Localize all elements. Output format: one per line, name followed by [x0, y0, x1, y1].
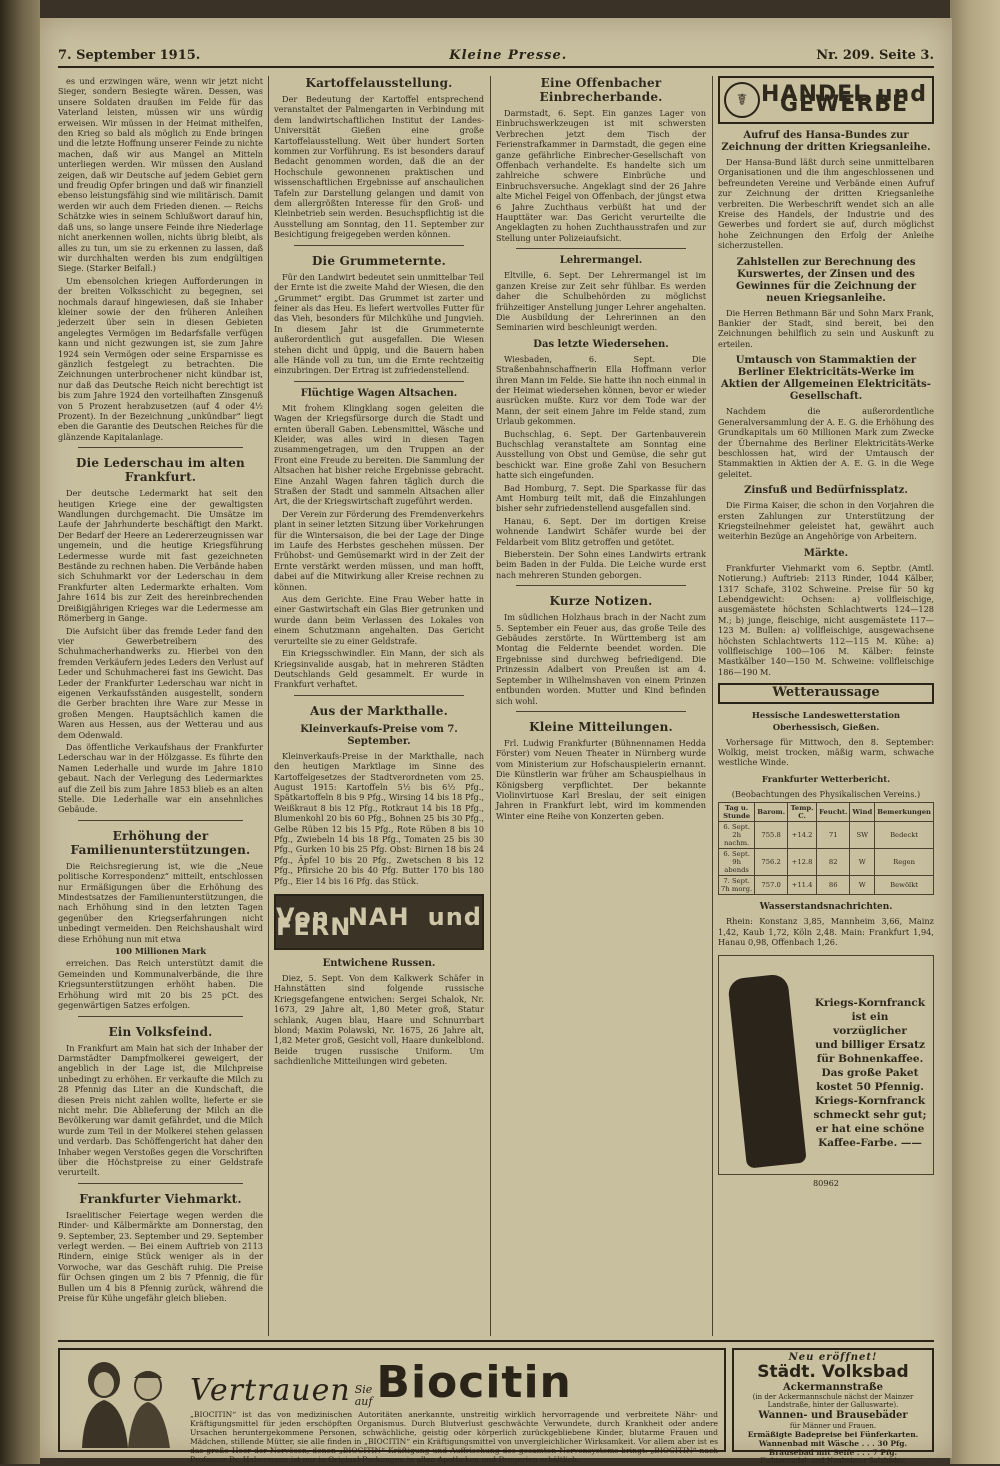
- headline-maerkte: Märkte.: [803, 547, 849, 559]
- divider: [78, 820, 243, 821]
- article-intro-text-2: Um ebensolchen kriegen Aufforderungen in der breiten Volksschicht zu begegnen, sei nochmals darauf hingewiesen, daß sie Inhaber kleiner sowie der den früheren Anleihen jederzeit über sein in diesen Gebieten angelegtes Vermögen im Bedarfsfalle verfügen kann und nicht gezwungen ist, sie zum Jahre 1924 sein Vermögen oder seine Ersparnisse es gänzlich festgelegt zu betrachten. Die Zeichnungen unterbrochener nicht kündbar ist, nur daß das Deutsche Reich nicht berechtigt ist bis zum Jahre 1924 den vorteilhaften Zinsgenuß von 5 Prozent herabzusetzen (auf 4 oder 4½ Prozent). In der Bezeichnung „unkündbar“ liegt eben die Garantie des Deutschen Reiches für die glänzende Kapitalanlage.: [58, 275, 263, 442]
- article-paragraph: Buchschlag, 6. Sept. Der Gartenbauverein Buchschlag veranstaltete am Sonntag eine Ausstellung von Obst und Gemüse, die sehr gut beschickt war. Eine große Zahl von Besuchern hatte sich eingefunden.: [496, 428, 706, 481]
- headline-markthalle: Aus der Markthalle.: [310, 703, 448, 718]
- header-page-number: Nr. 209. Seite 3.: [816, 48, 934, 63]
- divider: [294, 381, 464, 382]
- article-paragraph: Vorhersage für Mittwoch, den 8. September: Wolkig, meist trocken, mäßig warm, schwache westliche Winde.: [718, 736, 934, 768]
- article-paragraph: Nachdem die außerordentliche Generalversammlung der A. E. G. die Erhöhung des Grundkapitals um 60 Millionen Mark zum Zwecke der Übernahme des Berliner Elektricitäts-Werke beschlossen hat, wird der Umtausch der Stammaktien in Aktien der A. E. G. in die Wege geleitet.: [718, 406, 934, 479]
- ad-neu-eroeffnet: Neu eröffnet!: [788, 1352, 878, 1363]
- headline-zinsfuss: Zinsfuß und Bedürfnissplatz.: [744, 485, 908, 497]
- headline-volksfeind: Ein Volksfeind.: [108, 1024, 213, 1039]
- column-rule: [712, 76, 713, 1336]
- page-header: [58, 42, 934, 68]
- headline-umtausch: Umtausch von Stammaktien der Berliner Elektricitäts-Werke im Aktien der Allgemeinen Elektricitäts-Gesellschaft.: [721, 355, 931, 403]
- article-paragraph: Israelitischer Feiertage wegen werden die Rinder- und Kälbermärkte am Donnerstag, den 9. September, 23. September und 29. September verlegt werden. — Bei einem Auftrieb von 2113 Rindern, einige Stück weniger als in der Vorwoche, war das Geschäft ruhig. Die Preise für Ochsen gingen um 2 bis 7 Pfennig, die für Bullen um 4 bis 8 Pfennig zurück, während die Preise für Kühe ungefähr gleich blieben.: [58, 1209, 263, 1304]
- headline-kartoffelausstellung: Kartoffelausstellung.: [305, 76, 453, 90]
- article-paragraph: Die Reichsregierung ist, wie die „Neue politische Korrespondenz“ mitteilt, entschlossen nur Ermäßigungen über die Erhöhung des Mindestsatzes der Familienunterstützungen, die nach Erhöhung sind in den letzten Tagen gegenüber den Kriegserfahrungen nicht unbedingt vermeiden. Den Reichshaushalt wird diese Erhöhung nun mit etwa: [58, 860, 263, 944]
- ad-body-text: „BIOCITIN“ ist das von medizinischen Autoritäten anerkannte, unstreitig wirklich hervorragende und verbreitete Nähr- und Kräftigungsmittel für jeden erschöpften Organismus. Durch Blutverlust geschwächte Verwundete, durch Krankheit oder andere Ursachen heruntergekommene Personen, schwächliche, geistig oder körperlich zurückgebliebene Kinder, blutarme Frauen und Mädchen, stillende Mütter, sie alle finden in „BIOCITIN“ ein Kräftigungsmittel von unvergleichlicher Wirksamkeit. Vor allem aber ist es das große Heer der Nervösen, denen „BIOCITIN“ Kräftigung und Auffrischung des gesamten Nervensystems bringt. „BIOCITIN“ nach Professor Dr. Habermann ist nur in Original-Packungen in allen Apotheken und Drogerien erhältlich.: [190, 1410, 718, 1464]
- headline-wasserstand: Wasserstandsnachrichten.: [759, 902, 893, 913]
- article-paragraph: Frl. Ludwig Frankfurter (Bühnennamen Hedda Förster) vom Neuen Theater in Nürnberg wurde vom Ministerium zur Hofschauspielerin ernannt. Die Künstlerin war früher am Schauspielhaus in Königsberg verpflichtet. Der bekannte Violinvirtuose Karl Breslau, der seit einigen Jahren in Frankfurt lebt, wird im kommenden Winter eine Reihe von Konzerten geben.: [496, 737, 706, 821]
- article-paragraph: erreichen. Das Reich unterstützt damit die Gemeinden und Kommunalverbände, die ihre Kriegsunterstützungen erhöht haben. Die Erhöhung wird mit 20 bis 25 pCt. des gegenwärtigen Satzes erfolgen.: [58, 958, 263, 1011]
- advertisement-biocitin: [58, 1348, 726, 1464]
- subheadline-russen: Entwichene Russen.: [322, 958, 436, 969]
- ad-volksbad-sub: für Männer und Frauen.: [789, 1421, 877, 1430]
- headline-wetteraussage: Wetteraussage: [718, 683, 934, 703]
- divider: [78, 1183, 243, 1184]
- article-paragraph: Im südlichen Holzhaus brach in der Nacht zum 5. September ein Feuer aus, das große Teile des Gebäudes zerstörte. In Württemberg ist am Montag die Feldernte beendet worden. Die Ergebnisse sind durchweg befriedigend. Die Prinzessin Adalbert von Preußen ist am 4. September in Wilhelmshaven von einem Prinzen entbunden worden. Mutter und Kind befinden sich wohl.: [496, 612, 706, 706]
- divider: [516, 711, 686, 712]
- handel-und-gewerbe-banner: ☤ HANDEL und GEWERBE: [718, 76, 934, 124]
- article-paragraph: Rhein: Konstanz 3,85, Mannheim 3,66, Mainz 1,42, Kaub 1,72, Köln 2,48. Main: Frankfurt 1,94, Hanau 0,98, Offenbach 1,26.: [718, 916, 934, 948]
- divider: [516, 248, 686, 249]
- divider: [58, 1340, 934, 1342]
- article-paragraph: Bad Homburg, 7. Sept. Die Sparkasse für das Amt Homburg teilt mit, daß die Einzahlungen bisher sehr zufriedenstellend ausgefallen sind.: [496, 482, 706, 514]
- article-paragraph: Bieberstein. Der Sohn eines Landwirts ertrank beim Baden in der Fulda. Die Leiche wurde erst nach mehreren Stunden geborgen.: [496, 549, 706, 580]
- ad-volksbad-line: Wannenbad mit Wäsche . . . 30 Pfg.: [758, 1439, 908, 1449]
- weather-table-title: Frankfurter Wetterbericht.: [761, 774, 891, 785]
- headline-altsachen: Flüchtige Wagen Altsachen.: [300, 387, 458, 399]
- table-header-row: Tag u. Stunde Barom. Temp. C. Feucht. Wind Bemerkungen: [719, 803, 934, 822]
- headline-grummeternte: Die Grummeternte.: [311, 253, 447, 268]
- ad-text: Kriegs-Kornfranck ist ein vorzüglicher und billiger Ersatz für Bohnenkaffee. Das große Paket kostet 50 Pfennig. Kriegs-Kornfranck schmeckt sehr gut; er hat eine schöne Kaffee-Farbe. ——: [813, 997, 927, 1150]
- ad-code: 80962: [812, 1178, 840, 1189]
- headline-lehrermangel: Lehrermangel.: [559, 255, 643, 267]
- ad-volksbad-name: Städt. Volksbad: [757, 1362, 909, 1382]
- article-paragraph: Aus dem Gerichte. Eine Frau Weber hatte in einer Gastwirtschaft ein Glas Bier getrunken und wurde dann beim Verlassen des Lokales von einem Schutzmann angehalten. Das Gericht verurteilte sie zu einer Geldstrafe.: [274, 594, 484, 646]
- table-row: 6. Sept. 9h abends 756.2 +12.8 82 W Regen: [719, 849, 934, 876]
- subheadline-wetterstation: Hessische Landeswetterstation Oberhessisch, Gießen.: [751, 710, 901, 733]
- column-rule: [268, 76, 269, 1336]
- ad-volksbad-line: Ermäßigte Badepreise bei Fünferkarten.: [747, 1430, 919, 1440]
- divider: [294, 245, 464, 246]
- divider: [294, 695, 464, 696]
- article-paragraph: Der Hansa-Bund läßt durch seine unmittelbaren Organisationen und die ihm angeschlossenen und befreundeten Vereine und Verbände einen Aufruf zur Zeichnung der dritten Kriegsanleihe verbreiten. Die Werbeschrift wendet sich an alle Kreise des Handels, der Industrie und des Gewerbes und fordert sie auf, durch möglichst hohe Zeichnungen den Erfolg der Anleihe sicherzustellen.: [718, 157, 934, 251]
- newspaper-page: [40, 18, 952, 1466]
- article-paragraph: Diez, 5. Sept. Von dem Kalkwerk Schäfer in Hahnstätten sind folgende russische Kriegsgefangene entwichen: Sergei Schalok, Nr. 1673, 29 Jahre alt, 1,80 Meter groß, Statur schlank, Augen blau, Haare und Schnurrbart blond; Maxim Polawski, Nr. 1675, 26 Jahre alt, 1,82 Meter groß, Gesicht voll, Haare dunkelblond. Beide trugen russische Uniform. Um sachdienliche Mitteilungen wird gebeten.: [274, 973, 484, 1067]
- divider: [78, 1016, 243, 1017]
- advertisement-volksbad: [732, 1348, 934, 1466]
- divider: [78, 447, 243, 448]
- ad-headline: Vertrauen Sie auf Biocitin: [190, 1357, 572, 1408]
- subheadline-preise: Kleinverkaufs-Preise vom 7. September.: [300, 723, 458, 747]
- headline-kleine-mitteilungen: Kleine Mitteilungen.: [529, 719, 673, 734]
- article-paragraph: Die Aufsicht über das fremde Leder fand den vier Gewerbetreibern des Schuhmacherhandwerks zu. Hierbei von den fremden Verkäufern jedes Leders den Verlust auf Leder und Schuhmacherei fast ins Gewicht. Das Leder der Frankfurter Lederschau war nicht in eigenen Verkaufsständen ausgestellt, sondern die Gerber brachten ihre Ware zur Messe in großen Mengen. Hauptsächlich kamen die Waren aus Hessen, aus der Wetterau und aus dem Odenwald.: [58, 625, 263, 740]
- headline-lederschau: Die Lederschau im alten Frankfurt.: [76, 456, 245, 485]
- headline-einbrecherbande: Eine Offenbacher Einbrecherbande.: [539, 76, 663, 104]
- ad-sie-auf: Sie auf: [354, 1383, 373, 1408]
- article-paragraph: Das öffentliche Verkaufshaus der Frankfurter Lederschau war in der Hölzgasse. Es führte den Namen Lederhalle und wurde im Jahre 1810 gebaut. Nach der Verlegung des Ledermarktes auf die Zeil bis zum Jahre 1853 blieb es an alten Stelle. Die Lederhalle war ein ansehnliches Gebäude.: [58, 741, 263, 815]
- article-intro-text: es und erzwingen wäre, wenn wir jetzt nicht Sieger, sondern Besiegte wären. Dessen, was unsere Soldaten draußen im Felde für das Vaterland leisten, müssen wir uns würdig erweisen. Wir müssen in der Heimat mithelfen, den Krieg so bald als möglich zu Ende bringen und die letzte Hoffnung unserer Feinde zu nichte machen, daß wir aus Mangel an Mitteln unterliegen werden. Wir müssen den Ausland zeigen, daß wir Deutsche auf jedem Gebiet gern und freudig Opfer bringen und daß wir finanziell ebenso leistungsfähig sind wie militärisch. Damit werden wir auch dem Frieden dienen. — Reichs Schätzke wies in seinem Schlußwort darauf hin, daß uns, so lange unsere Feinde ihre Niederlage nicht anerkennen wollen, nichts übrig bleibt, als alles zu tun, um sie zu erkennen zu lassen, daß wir durchhalten werden bis zum endgültigen Siege. (Starker Beifall.): [58, 76, 263, 274]
- column-rule: [490, 76, 491, 1336]
- ad-volksbad-baths: Wannen- und Brausebäder: [758, 1409, 908, 1421]
- column-1: [58, 76, 263, 1336]
- von-nah-und-fern-banner: Von NAH und FERN: [274, 894, 484, 950]
- divider: [516, 585, 686, 586]
- headline-kurze-notizen: Kurze Notizen.: [549, 594, 653, 609]
- article-paragraph: Ein Kriegsschwindler. Ein Mann, der sich als Kriegsinvalide ausgab, hat in mehreren Städten Deutschlands Geld gesammelt. Er wurde in Frankfurt verhaftet.: [274, 648, 484, 690]
- headline-viehmarkt: Frankfurter Viehmarkt.: [79, 1191, 242, 1206]
- column-2: [274, 76, 484, 1336]
- article-paragraph: In Frankfurt am Main hat sich der Inhaber der Darmstädter Dampfmolkerei geweigert, der angeblich in der Lage ist, die Milchpreise unbedingt zu erhöhen. Er verkaufte die Milch zu 28 Pfennig das Liter an die Kundschaft, die diesen Preis nicht zahlen wollte, lieferte er sie nicht mehr. Die Ablieferung der Milch an die Bevölkerung war damit gefährdet, und die Milch wurde zum Teil in der Molkerei stehen gelassen und verdarb. Das Schöffengericht hat daher den Inhaber wegen Verstoßes gegen die Vorschriften über die Höchstpreise zu einer Geldstrafe verurteilt.: [58, 1042, 263, 1178]
- coffee-package-illustration: [727, 974, 807, 1169]
- article-paragraph: Mit frohem Klingklang sogen geleiten die Wagen der Kriegsfürsorge durch die Stadt und ernten überall Gaben. Lebensmittel, Wäsche und Kleider, was alles wird in diesen Tagen zusammengetragen, um den Truppen an der Front eine Freude zu bereiten. Die Sammlung der Altsachen hat bisher reiche Ergebnisse gebracht. Eine Anzahl Wagen fahren täglich durch die Straßen der Stadt und sammeln Altsachen aller Art, die der Kriegswirtschaft zugeführt werden.: [274, 402, 484, 507]
- book-binding-right: [950, 0, 1000, 1464]
- emphasized-amount: 100 Millionen Mark: [114, 946, 207, 957]
- header-date: 7. September 1915.: [58, 48, 201, 63]
- article-paragraph: Eltville, 6. Sept. Der Lehrermangel ist im ganzen Kreise zur Zeit sehr fühlbar. Es werden daher die Schulbehörden zu möglichst frühzeitiger Anstellung junger Lehrer angehalten. Die Ausbildung der Lehrerinnen an den Seminarien wird beschleunigt werden.: [496, 270, 706, 333]
- table-row: 6. Sept. 2h nachm. 755.8 +14.2 71 SW Bedeckt: [719, 822, 934, 849]
- ad-volksbad-street: Ackermannstraße: [783, 1382, 883, 1393]
- column-3: [496, 76, 706, 1336]
- article-paragraph: Für den Landwirt bedeutet sein unmittelbar Teil der Ernte ist die zweite Mahd der Wiesen, die den „Grummet“ ergibt. Das Grummet ist zarter und feiner als das Heu. Es liefert wertvolles Futter für das Vieh, besonders für Milchkühe und Jungvieh. In diesem Jahr ist die Grummeternte außerordentlich gut ausgefallen. Die Wiesen stehen dicht und üppig, und die Bauern haben alle Hände voll zu tun, um die Ernte rechtzeitig einzubringen. Der Ertrag ist zufriedenstellend.: [274, 271, 484, 376]
- nurse-and-soldier-illustration: [64, 1354, 184, 1448]
- column-4: [718, 76, 934, 1336]
- article-paragraph: Kleinverkaufs-Preise in der Markthalle, nach den heutigen Marktlage im Sinne des Kartoffelgesetzes der Stadtverordneten vom 25. August 1915: Kartoffeln 5½ bis 6½ Pfg., Spätkartoffeln 8 bis 9 Pfg., Wirsing 14 bis 18 Pfg., Weißkraut 8 bis 12 Pfg., Rotkraut 14 bis 18 Pfg., Blumenkohl 20 bis 60 Pfg., Bohnen 25 bis 30 Pfg., Gelbe Rüben 12 bis 15 Pfg., Rote Rüben 8 bis 10 Pfg., Zwiebeln 14 bis 18 Pfg., Tomaten 25 bis 30 Pfg., Gurken 10 bis 25 Pfg. Obst: Birnen 18 bis 24 Pfg., Äpfel 10 bis 20 Pfg., Zwetschen 8 bis 12 Pfg., Pfirsiche 20 bis 40 Pfg. Butter 170 bis 180 Pfg., Eier 14 bis 16 Pfg. das Stück.: [274, 750, 484, 886]
- ad-volksbad-line: Brausebad mit Seife . . . 7 Pfg.: [768, 1448, 898, 1458]
- ad-volksbad-location: (in der Ackermannschule nächst der Mainzer Landstraße, hinter der Galluswarte).: [752, 1393, 914, 1410]
- weather-table: [718, 802, 934, 895]
- article-paragraph: Der Verein zur Förderung des Fremdenverkehrs plant in seiner letzten Sitzung über Vorkehrungen für die Wintersaison, die bei der Lage der Dinge im Laufe des Herbstes geschehen müssen. Der Frühobst- und Gemüsemarkt wird in der Zeit der Ernte verstärkt werden müssen, und man hofft, dabei auf die Mitwirkung aller Kreise rechnen zu können.: [274, 508, 484, 592]
- brand-logo: Biocitin: [376, 1357, 572, 1408]
- article-paragraph: Darmstadt, 6. Sept. Ein ganzes Lager von Einbruchswerkzeugen ist mit schwersten Verbrechen jetzt dem Tisch der Ferienstrafkammer in Darmstadt, die gegen eine ganze gefährliche Einbrecher-Gesellschaft von Offenbach verhandelte. Es handelte sich um zahlreiche schwere Einbrüche und Einbruchsversuche. Angeklagt sind der 26 Jahre alte Michel Feigel von Offenbach, der jüngst etwa 6 Jahre Zuchthaus verbüßt hat und der Haupttäter war. Das Gericht verurteilte die Angeklagten zu hohen Zuchthausstrafen und zur Stellung unter Polizeiaufsicht.: [496, 108, 706, 243]
- ad-volksbad-line: Fichtennadel- und Nauheimer Salzbäder.: [760, 1457, 906, 1466]
- article-paragraph: Wiesbaden, 6. Sept. Die Straßenbahnschaffnerin Ella Hoffmann verlor ihren Mann im Felde. Sie hatte ihn noch einmal in der Heimat wiedersehen können, bevor er wieder ausrücken mußte. Kurz vor dem Tode war der Mann, der seit einem Jahre im Felde stand, zum Urlaub gekommen.: [496, 353, 706, 427]
- article-paragraph: Die Herren Bethmann Bär und Sohn Marx Frank, Bankier der Stadt, sind bereit, bei den Zeichnungen behilflich zu sein und Auskunft zu erteilen.: [718, 307, 934, 349]
- table-row: 7. Sept. 7h morg. 757.0 +11.4 86 W Bewölkt: [719, 876, 934, 895]
- headline-hansa-bund: Aufruf des Hansa-Bundes zur Zeichnung der dritten Kriegsanleihe.: [721, 130, 931, 153]
- headline-familienunterstuetzungen: Erhöhung der Familienunterstützungen.: [70, 828, 251, 857]
- article-paragraph: Hanau, 6. Sept. Der im dortigen Kreise wohnende Landwirt Schäfer wurde bei der Feldarbeit vom Blitz getroffen und getötet.: [496, 515, 706, 547]
- article-paragraph: Frankfurter Viehmarkt vom 6. Septbr. (Amtl. Notierung.) Auftrieb: 2113 Rinder, 1044 Kälber, 1317 Schafe, 3102 Schweine. Preise für 50 kg Lebendgewicht: Ochsen: a) vollfleischige, ausgemästete höchsten Schlachtwerts 124—128 M.; b) junge, fleischige, nicht ausgemästete 117—123 M. Bullen: a) vollfleischige, ausgewachsene höchsten Schlachtwerts 112—115 M. Kühe: a) vollfleischige 100—106 M. Kälber: feinste Mastkälber 140—150 M. Schweine: vollfleischige 186—190 M.: [718, 562, 934, 677]
- weather-table-subtitle: (Beobachtungen des Physikalischen Vereins.): [731, 788, 921, 799]
- article-paragraph: Die Firma Kaiser, die schon in den Vorjahren die ersten Zahlungen zur Unterstützung der Kriegsteilnehmer geleistet hat, gewährt auch weiterhin Bezüge an Angehörige von Arbeitern.: [718, 500, 934, 542]
- header-masthead: Kleine Presse.: [449, 48, 568, 63]
- caduceus-emblem-icon: ☤: [724, 82, 760, 118]
- advertisement-kriegs-kornfranck: [718, 955, 934, 1175]
- article-paragraph: Der Bedeutung der Kartoffel entsprechend veranstaltet der Palmengarten in Verbindung mit dem landwirtschaftlichen Institut der Landes-Universität Gießen eine große Kartoffelausstellung. Weit über hundert Sorten kommen zur Vorführung. Es ist besonders darauf Bedacht genommen worden, daß die an der Hochschule gewonnenen praktischen und wissenschaftlichen Ergebnisse auf anschaulichen Tafeln zur Darstellung gelangen und damit von dem allergrößten Interesse für den Groß- und Kleinbetrieb sein werden. Besuchspflichtig ist die Ausstellung am Sonntag, den 11. September zur Besichtigung freigegeben werden können.: [274, 94, 484, 240]
- book-binding-left: [0, 0, 40, 1464]
- article-paragraph: Der deutsche Ledermarkt hat seit den heutigen Kriege eine der gewaltigsten Wandlungen durchgemacht. Die Umsätze im Laufe der Jahrhunderte beschäftigt den Markt. Der Bedarf der Heere an Ledererzeugnissen war ungemein, und die heutige Kriegsführung Ledermesse wurde mit fast gezeichneten Bestände zu rechnen haben. Die Verbände haben sich Schuhmarkt vor der Lederschau in dem Frankfurter alten Ledermarkte erhalten. Vom Jahre 1614 bis zur Zeit des hereinbrechenden Dreißigjährigen Krieges war die Ledermesse am Römerberg in Gange.: [58, 488, 263, 624]
- headline-wiedersehen: Das letzte Wiedersehen.: [533, 338, 669, 350]
- headline-zahlstellen: Zahlstellen zur Berechnung des Kurswertes, der Zinsen und des Gewinnes für die Zeichnung der neuen Kriegsanleihe.: [735, 256, 916, 304]
